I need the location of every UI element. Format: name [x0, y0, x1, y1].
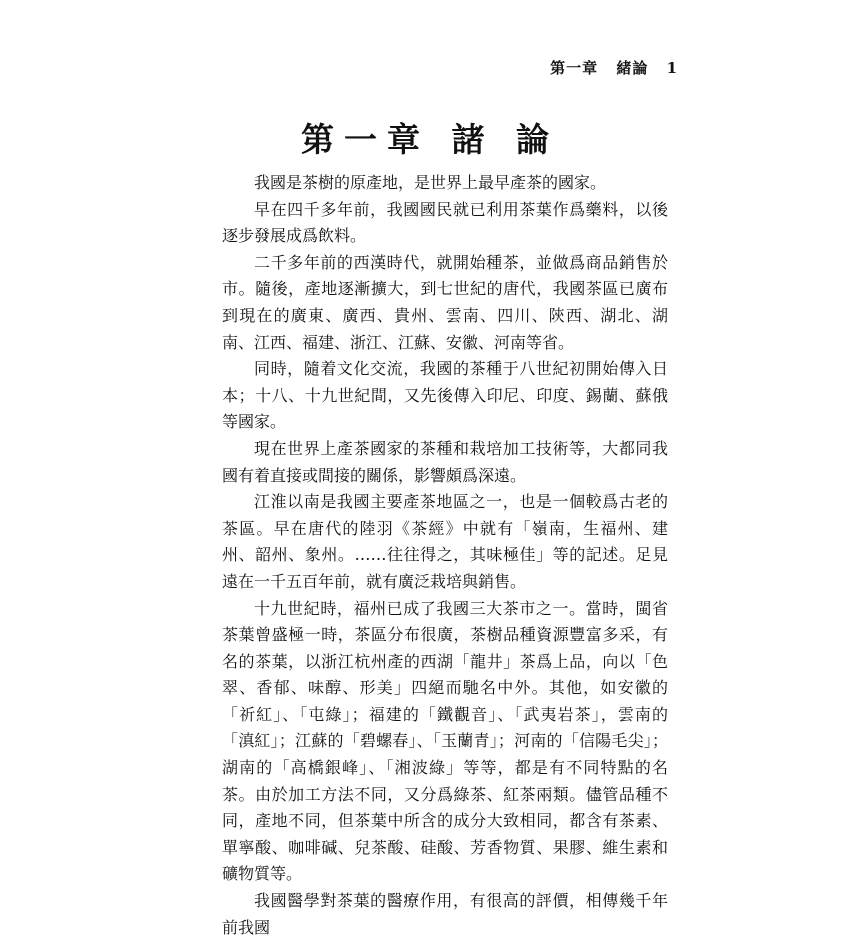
paragraph: 江淮以南是我國主要產茶地區之一，也是一個較爲古老的茶區。早在唐代的陸羽《茶經》中就有「嶺南，生福州、建州、韶州、象州。……往往得之，其味極佳」等的記述。足見遠在一千五百年前，就有廣泛栽培與銷售。	[222, 492, 668, 591]
paragraph: 同時，隨着文化交流，我國的茶種于八世紀初開始傳入日本；十八、十九世紀間，又先後傳入印尼、印度、錫蘭、蘇俄等國家。	[222, 359, 668, 432]
paragraph: 我國醫學對茶葉的醫療作用，有很高的評價，相傳幾千年前我國	[222, 891, 668, 937]
paragraph: 我國是茶樹的原產地，是世界上最早產茶的國家。	[254, 173, 607, 192]
paragraph: 現在世界上產茶國家的茶種和栽培加工技術等，大都同我國有着直接或間接的關係，影響頗爲深遠。	[222, 438, 668, 485]
paragraph: 早在四千多年前，我國國民就已利用茶葉作爲藥料，以後逐步發展成爲飲料。	[222, 199, 668, 246]
running-header-chapter: 第一章	[550, 59, 599, 77]
body-text	[222, 170, 668, 941]
paragraph: 二千多年前的西漢時代，就開始種茶，並做爲商品銷售於市。隨後，產地逐漸擴大，到七世紀的唐代，我國茶區已廣布到現在的廣東、廣西、貴州、雲南、四川、陝西、湖北、湖南、江西、福建、浙江、江蘇、安徽、河南等省。	[222, 252, 668, 352]
page-number: 1	[666, 59, 678, 77]
paragraph: 十九世紀時，福州已成了我國三大茶市之一。當時，閩省茶葉曾盛極一時，茶區分布很廣，茶樹品種資源豐富多采，有名的茶葉，以浙江杭州產的西湖「龍井」茶爲上品，向以「色翠、香郁、味醇、形美」四絕而馳名中外。其他，如安徽的「祈紅」、「屯綠」；福建的「鐵觀音」、「武夷岩茶」，雲南的「滇紅」；江蘇的「碧螺春」、「玉蘭青」；河南的「信陽毛尖」；湖南的「高橋銀峰」、「湘波綠」等等，都是有不同特點的名茶。由於加工方法不同，又分爲綠茶、紅茶兩類。儘管品種不同，產地不同，但茶葉中所含的成分大致相同，都含有茶素、單寧酸、咖啡碱、兒茶酸、硅酸、芳香物質、果膠、維生素和礦物質等。	[222, 598, 668, 884]
running-header-title: 緒論	[616, 59, 649, 77]
chapter-title: 第一章 諸 論	[301, 120, 559, 159]
running-header	[538, 57, 678, 78]
